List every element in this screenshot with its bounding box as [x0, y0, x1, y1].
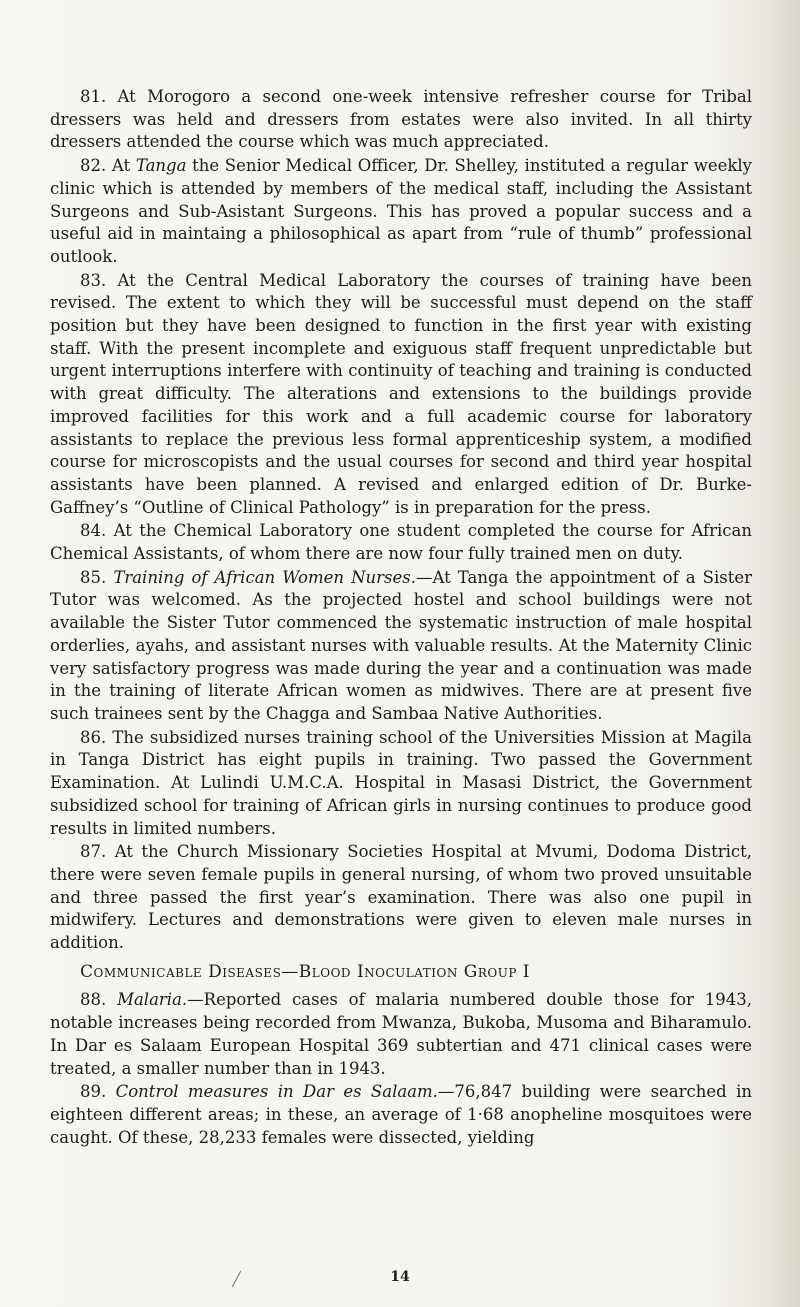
paragraph-text: At the Chemical Laboratory one student completed the course for African Chemical Assistants, of whom there are now four fully trained men on duty.	[50, 521, 752, 564]
paragraph-text: At the Central Medical Laboratory the courses of training have been revised. The extent to which they will be successful must depend on the staff position but they have been designed to function in the first year with existing staff. With the present incomplete and exiguous staff frequent unpredictable but urgent interruptions interfere with continuity of teaching and training is conducted with great difficulty. The alterations and extensions to the buildings provide improved facilities for this work and a full academic course for laboratory assistants to replace the previous less formal apprenticeship system, a modified course for microscopists and the usual courses for second and third year hospital assistants have been planned. A revised and enlarged edition of Dr. Burke-Gaffney’s “Outline of Clinical Pathology” is in preparation for the press.	[50, 270, 752, 517]
paragraph-85	[50, 567, 752, 726]
paragraph-87	[50, 841, 752, 955]
paragraph-number: 87.	[80, 842, 107, 862]
paragraph-italic: Training of African Women Nurses.	[113, 567, 416, 587]
paragraph-text: the Senior Medical Officer, Dr. Shelley, instituted a regular weekly clinic which is attended by members of the medical staff, including the Assistant Surgeons and Sub-Asistant Surgeons. This has proved a popular success and a useful aid in maintaing a philosophical as apart from “rule of thumb” professional outlook.	[50, 156, 752, 266]
paragraph-86	[50, 727, 752, 841]
paragraph-text: At the Church Missionary Societies Hospital at Mvumi, Dodoma District, there were seven female pupils in general nursing, of whom two proved unsuitable and three passed the first year’s examination. There was also one pupil in midwifery. Lectures and demonstrations were given to eleven male nurses in addition.	[50, 842, 752, 953]
paragraph-number: 81.	[80, 87, 107, 106]
paragraph-number: 84.	[80, 521, 107, 541]
paragraph-italic: Malaria.	[117, 990, 188, 1010]
paragraph-text: The subsidized nurses training school of the Universities Mission at Magila in Tanga District has eight pupils in training. Two passed the Government Examination. At Lulindi U.M.C.A. Hospital in Masasi District, the Government subsidized school for training of African girls in nursing continues to produce good results in limited numbers.	[50, 727, 753, 838]
paragraph-83	[50, 270, 752, 520]
paragraph-88	[50, 989, 752, 1080]
paragraph-81	[50, 86, 752, 154]
paragraph-82	[50, 155, 752, 269]
paragraph-number: 88.	[80, 990, 107, 1010]
paragraph-number: 86.	[80, 727, 107, 747]
paragraph-italic: Tanga	[135, 156, 187, 176]
paragraph-84	[50, 520, 752, 565]
paragraph-number: 85.	[80, 567, 107, 587]
paragraph-number: 89.	[80, 1082, 107, 1102]
paragraph-text: —At Tanga the appointment of a Sister Tutor was welcomed. As the projected hostel and school buildings were not available the Sister Tutor commenced the systematic instruction of male hospital orderlies, ayahs, and assistant nurses with valuable results. At the Maternity Clinic very satisfactory progress was made during the year and a continuation was made in the training of literate African women as midwives. There are at present five such trainees sent by the Chagga and Sambaa Native Authorities.	[50, 567, 752, 723]
paragraph-89	[50, 1081, 752, 1149]
paragraph-text: —76,847 building were searched in eighteen different areas; in these, an average of 1·68 anopheline mosquitoes were caught. Of these, 28,233 females were dissected, yielding	[50, 1082, 752, 1147]
paragraph-italic: Control measures in Dar es Salaam.	[115, 1082, 438, 1102]
paragraph-text: At Morogoro a second one-week intensive refresher course for Tribal dressers was held and dressers from estates were also invited. In all thirty dressers attended the course which was much appreciated.	[50, 87, 752, 152]
section-heading: Communicable Diseases—Blood Inoculation Group I	[80, 961, 531, 982]
paragraph-lead: At	[111, 156, 136, 176]
document-body	[50, 86, 752, 1150]
paragraph-text: —Reported cases of malaria numbered double those for 1943, notable increases being recorded from Mwanza, Bukoba, Musoma and Biharamulo. In Dar es Salaam European Hospital 369 subtertian and 471 clinical cases were treated, a smaller number than in 1943.	[50, 990, 752, 1078]
paragraph-number: 82.	[80, 156, 107, 176]
paragraph-number: 83.	[80, 270, 107, 290]
page-number: 14	[390, 1269, 410, 1285]
